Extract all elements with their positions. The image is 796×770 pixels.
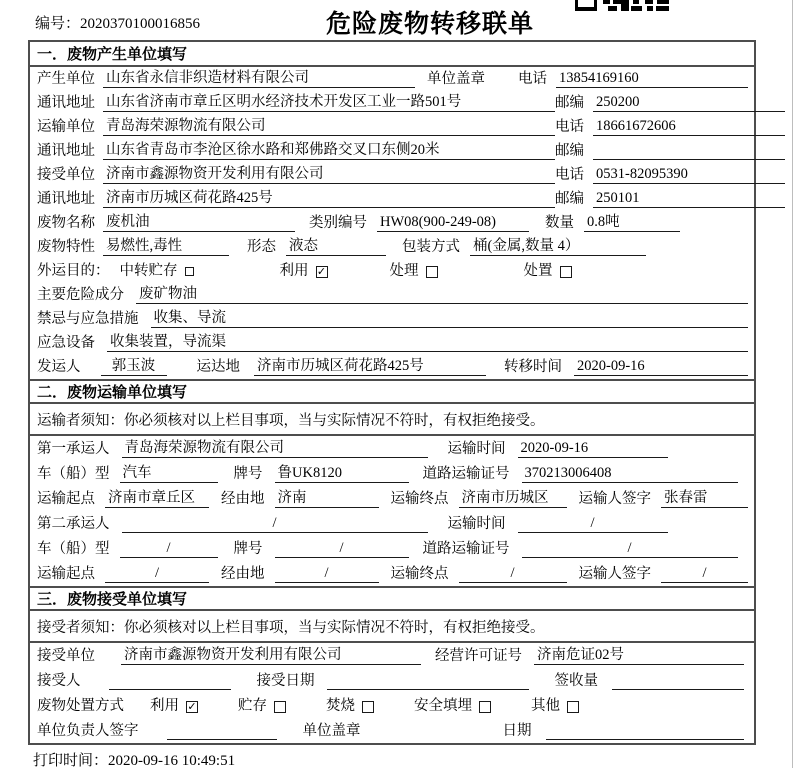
receive-notice: 接受者须知：你必须核对以上栏目事项，当与实际情况不符时，有权拒绝接受。 (30, 611, 754, 643)
disposal-utilize-label: 利用 (150, 698, 179, 715)
plate2-value: / (275, 540, 409, 558)
license1-label: 道路运输证号 (422, 466, 510, 483)
quantity-label: 数量 (545, 215, 574, 232)
receive-person-label: 接受人 (37, 673, 81, 690)
purpose-transfer-storage-checkbox (185, 267, 194, 276)
destination-value: 济南市历城区荷花路425号 (254, 358, 486, 376)
purpose-dispose-label: 处置 (523, 263, 553, 280)
producer-unit-value: 山东省永信非织造材料有限公司 (103, 70, 415, 88)
packing-label: 包装方式 (402, 239, 460, 256)
qr-code-icon (575, 0, 669, 11)
route1-row (30, 486, 754, 511)
producer-unit-row (30, 67, 754, 91)
disposal-option-other (531, 698, 579, 715)
receive-date-label: 接受日期 (256, 673, 315, 690)
packing-value: 桶(金属,数量 4） (470, 238, 646, 256)
producer-address-value: 山东省济南市章丘区明水经济技术开发区工业一路501号 (103, 94, 555, 112)
receiver-phone-value: 0531-82095390 (593, 166, 785, 184)
destination-label: 运达地 (196, 359, 240, 376)
operate-license-label: 经营许可证号 (435, 648, 522, 665)
producer-seal-label: 单位盖章 (427, 71, 485, 88)
receiver-address-value: 济南市历城区荷花路425号 (103, 190, 555, 208)
hazard-component-label: 主要危险成分 (37, 287, 124, 304)
carrier2-label: 第二承运人 (37, 516, 110, 533)
vehicle2-value: / (120, 540, 218, 558)
disposal-option-utilize (150, 698, 198, 715)
disposal-method-row (30, 693, 754, 718)
outbound-purpose-label: 外运目的： (37, 263, 110, 280)
receiver-address-label: 通讯地址 (37, 191, 95, 208)
disposal-incinerate-label: 焚烧 (326, 698, 355, 715)
plate1-value: 鲁UK8120 (275, 465, 409, 483)
sign-date-label: 日期 (502, 723, 532, 740)
disposal-landfill-checkbox (479, 701, 491, 713)
transporter-phone-value: 18661672606 (593, 118, 785, 136)
receiver-unit-value: 济南市鑫源物资开发利用有限公司 (103, 166, 555, 184)
document-header (0, 0, 796, 40)
receive-date-value (327, 675, 529, 690)
receiver-unit-row (30, 163, 754, 187)
carrier2-row (30, 511, 754, 536)
category-value: HW08(900-249-08) (377, 214, 529, 232)
shipper-value: 郭玉波 (101, 358, 167, 376)
outbound-purpose-row (30, 259, 754, 283)
terminal2-value: / (459, 565, 567, 583)
waste-property-value: 易燃性,毒性 (103, 238, 229, 256)
section-producer (30, 67, 754, 379)
purpose-dispose-checkbox (560, 266, 572, 278)
purpose-transfer-storage-label: 中转贮存 (119, 263, 178, 280)
purpose-option-transfer-storage (120, 263, 194, 280)
transfer-time-value: 2020-09-16 (574, 358, 748, 376)
transport-time2-value: / (518, 515, 668, 533)
via2-label: 经由地 (221, 566, 265, 583)
disposal-store-checkbox (274, 701, 286, 713)
transporter-unit-row (30, 115, 754, 139)
manifest-table (28, 40, 756, 745)
producer-address-row (30, 91, 754, 115)
transporter-unit-label: 运输单位 (37, 119, 95, 136)
operate-license-value: 济南危证02号 (534, 647, 744, 665)
section-receive-heading: 三．废物接受单位填写 (30, 586, 754, 611)
receiver-zip-label: 邮编 (555, 191, 584, 208)
via2-value: / (275, 565, 379, 583)
disposal-incinerate-checkbox (362, 701, 374, 713)
purpose-option-utilize (280, 263, 328, 280)
waste-property-label: 废物特性 (37, 239, 95, 256)
form-value: 液态 (286, 238, 386, 256)
transporter-address-label: 通讯地址 (37, 143, 95, 160)
emergency-equipment-row (30, 331, 754, 355)
receiver-unit-label: 接受单位 (37, 167, 95, 184)
sign-date-value (546, 725, 745, 740)
producer-phone-value: 13854169160 (556, 70, 748, 88)
form-label: 形态 (247, 239, 276, 256)
terminal1-value: 济南市历城区 (459, 490, 567, 508)
plate1-label: 牌号 (233, 466, 263, 483)
waste-name-label: 废物名称 (37, 215, 95, 232)
serial-value: 2020370100016856 (80, 16, 201, 32)
producer-unit-label: 产生单位 (37, 71, 95, 88)
transporter-phone-label: 电话 (555, 119, 584, 136)
receive-unit-row (30, 643, 754, 668)
receiver-zip-value: 250101 (593, 190, 785, 208)
vehicle1-label: 车（船）型 (37, 466, 110, 483)
transport-notice: 运输者须知：你必须核对以上栏目事项，当与实际情况不符时，有权拒绝接受。 (30, 404, 754, 436)
sign2-value: / (661, 565, 748, 583)
disposal-option-landfill (414, 698, 491, 715)
license2-label: 道路运输证号 (422, 541, 510, 558)
transporter-address-value: 山东省青岛市李沧区徐水路和郑佛路交叉口东侧20米 (103, 142, 555, 160)
disposal-store-label: 贮存 (238, 698, 267, 715)
sign1-label: 运输人签字 (578, 491, 651, 508)
carrier1-row (30, 436, 754, 461)
sign1-value: 张春雷 (661, 490, 748, 508)
vehicle2-label: 车（船）型 (37, 541, 110, 558)
section-producer-heading: 一．废物产生单位填写 (30, 42, 754, 67)
section-receive (30, 611, 754, 743)
serial-label: 编号： (35, 16, 81, 32)
producer-address-label: 通讯地址 (37, 95, 95, 112)
hazard-component-value: 废矿物油 (136, 286, 748, 304)
via1-value: 济南 (275, 490, 379, 508)
taboo-measures-label: 禁忌与应急措施 (37, 311, 139, 328)
carrier1-label: 第一承运人 (37, 441, 110, 458)
carrier1-value: 青岛海荣源物流有限公司 (122, 440, 428, 458)
sign2-label: 运输人签字 (578, 566, 651, 583)
vehicle2-row (30, 536, 754, 561)
serial-number (35, 12, 200, 33)
receive-person-value (109, 675, 231, 690)
print-time-value: 2020-09-16 10:49:51 (108, 753, 236, 769)
disposal-method-label: 废物处置方式 (37, 698, 124, 715)
taboo-measures-row (30, 307, 754, 331)
receiver-phone-label: 电话 (555, 167, 584, 184)
waste-property-row (30, 235, 754, 259)
disposal-option-incinerate (326, 698, 374, 715)
purpose-option-dispose (524, 263, 572, 280)
terminal1-label: 运输终点 (390, 491, 449, 508)
receipt-amount-value (612, 675, 744, 690)
taboo-measures-value: 收集、导流 (151, 310, 749, 328)
form-title: 危险废物转移联单 (326, 10, 535, 38)
category-label: 类别编号 (309, 215, 367, 232)
receive-person-row (30, 668, 754, 693)
license2-value: / (522, 540, 738, 558)
responsible-sign-label: 单位负责人签字 (37, 723, 139, 740)
page-right-edge (792, 0, 793, 768)
origin2-label: 运输起点 (37, 566, 95, 583)
vehicle1-row (30, 461, 754, 486)
transporter-unit-value: 青岛海荣源物流有限公司 (103, 118, 555, 136)
quantity-value: 0.8吨 (584, 214, 680, 232)
responsible-sign-value (167, 725, 277, 740)
print-time-label: 打印时间： (33, 753, 109, 769)
producer-zip-value: 250200 (593, 94, 785, 112)
receive-unit-label: 接受单位 (37, 648, 95, 665)
disposal-other-label: 其他 (531, 698, 560, 715)
disposal-other-checkbox (567, 701, 579, 713)
origin2-value: / (105, 565, 209, 583)
route2-row (30, 561, 754, 586)
transport-time1-label: 运输时间 (447, 441, 506, 458)
producer-phone-label: 电话 (518, 71, 547, 88)
receive-unit-value: 济南市鑫源物资开发利用有限公司 (121, 647, 421, 665)
purpose-option-treat (390, 263, 438, 280)
origin1-label: 运输起点 (37, 491, 95, 508)
responsible-sign-row (30, 718, 754, 743)
vehicle1-value: 汽车 (120, 465, 218, 483)
origin1-value: 济南市章丘区 (105, 490, 209, 508)
purpose-utilize-label: 利用 (279, 263, 309, 280)
print-time (33, 749, 235, 770)
shipper-row (30, 355, 754, 379)
waste-name-row (30, 211, 754, 235)
transporter-address-row (30, 139, 754, 163)
transport-time1-value: 2020-09-16 (518, 440, 668, 458)
waste-name-value: 废机油 (103, 214, 295, 232)
transport-time2-label: 运输时间 (447, 516, 506, 533)
purpose-treat-label: 处理 (389, 263, 419, 280)
producer-zip-label: 邮编 (555, 95, 584, 112)
disposal-landfill-label: 安全填埋 (414, 698, 472, 715)
purpose-utilize-checkbox: ✓ (316, 264, 327, 278)
emergency-equipment-label: 应急设备 (37, 335, 95, 352)
terminal2-label: 运输终点 (390, 566, 449, 583)
transporter-zip-value (593, 145, 785, 160)
carrier2-value: / (122, 515, 428, 533)
emergency-equipment-value: 收集装置，导流渠 (107, 334, 748, 352)
receive-seal-label: 单位盖章 (302, 723, 361, 740)
transporter-zip-label: 邮编 (555, 143, 584, 160)
receipt-amount-label: 签收量 (554, 673, 598, 690)
section-transport-heading: 二．废物运输单位填写 (30, 379, 754, 404)
hazard-component-row (30, 283, 754, 307)
receiver-address-row (30, 187, 754, 211)
shipper-label: 发运人 (37, 359, 81, 376)
disposal-utilize-checkbox: ✓ (187, 699, 197, 713)
section-transport (30, 404, 754, 586)
disposal-option-store (238, 698, 286, 715)
via1-label: 经由地 (221, 491, 265, 508)
plate2-label: 牌号 (233, 541, 263, 558)
license1-value: 370213006408 (522, 465, 738, 483)
transfer-time-label: 转移时间 (504, 359, 562, 376)
purpose-treat-checkbox (426, 266, 438, 278)
